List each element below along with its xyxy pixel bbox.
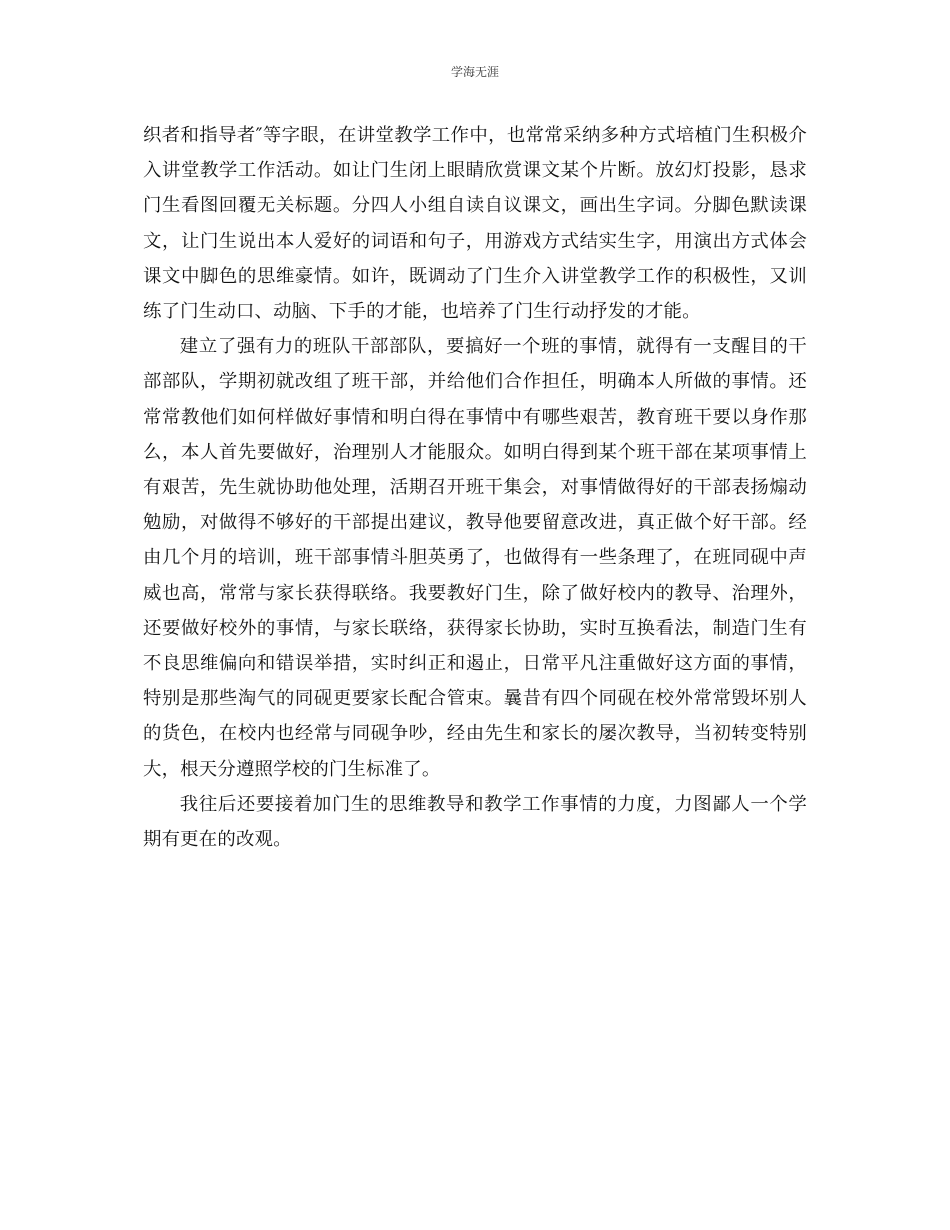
page-header: 学海无涯 [450,65,499,79]
document-body [143,118,807,857]
paragraph-continuation: 织者和指导者″等字眼，在讲堂教学工作中，也常常采纳多种方式培植门生积极介入讲堂教学工作活动。如让门生闭上眼睛欣赏课文某个片断。放幻灯投影，恳求门生看图回覆无关标题。分四人小组自读自议课文，画出生字词。分脚色默读课文，让门生说出本人爱好的词语和句子，用游戏方式结实生字，用演出方式体会课文中脚色的思维豪情。如许，既调动了门生介入讲堂教学工作的积极性，又训练了门生动口、动脑、下手的才能，也培养了门生行动抒发的才能。 [143,125,807,323]
paragraph-class-cadres: 建立了强有力的班队干部部队，要搞好一个班的事情，就得有一支醒目的干部部队，学期初就改组了班干部，并给他们合作担任，明确本人所做的事情。还常常教他们如何样做好事情和明白得在事情中有哪些艰苦，教育班干要以身作那么，本人首先要做好，治理别人才能服众。如明白得到某个班干部在某项事情上有艰苦，先生就协助他处理，活期召开班干集会，对事情做得好的干部表扬煽动勉励，对做得不够好的干部提出建议，教导他要留意改进，真正做个好干部。经由几个月的培训，班干部事情斗胆英勇了，也做得有一些条理了，在班同砚中声威也高，常常与家长获得联络。我要教好门生，除了做好校内的教导、治理外，还要做好校外的事情，与家长联络，获得家长协助，实时互换看法，制造门生有不良思维偏向和错误举措，实时纠正和遏止，日常平凡注重做好这方面的事情，特别是那些淘气的同砚更要家长配合管束。曩昔有四个同砚在校外常常毁坏别人的货色，在校内也经常与同砚争吵，经由先生和家长的屡次教导，当初转变特别大，根天分遵照学校的门生标准了。 [143,336,807,780]
paragraph-future-plan: 我往后还要接着加门生的思维教导和教学工作事情的力度，力图鄙人一个学期有更在的改观。 [143,793,807,851]
